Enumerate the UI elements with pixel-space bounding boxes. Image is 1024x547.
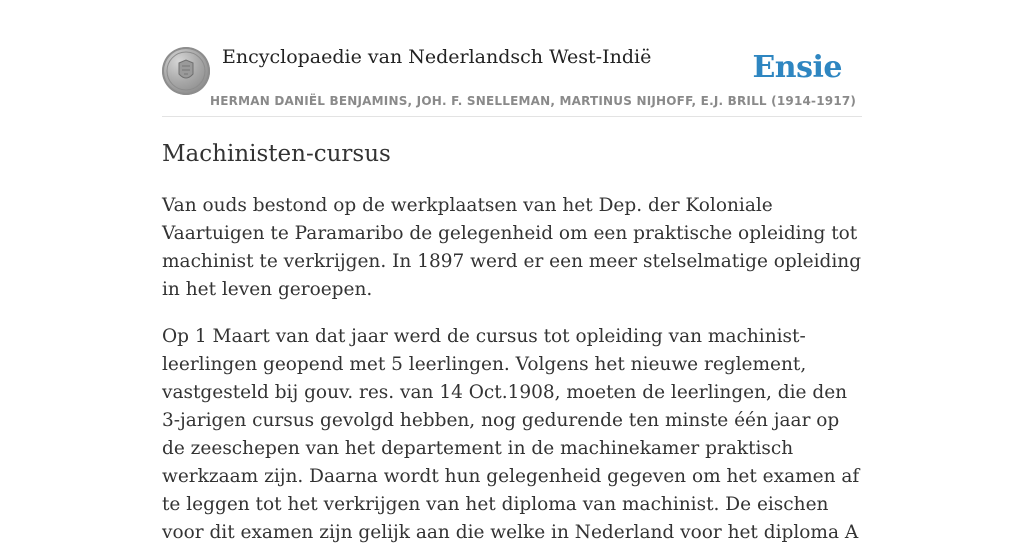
article-title: Machinisten-cursus	[162, 141, 391, 167]
paragraph-2: Op 1 Maart van dat jaar werd de cursus tot opleiding van machinist-leerlingen geopend met 5 leerlingen. Volgens het nieuwe reglement, vastgesteld bij gouv. res. van 14 Oct.1908, moeten de leerlingen, die den 3-jarigen cursus gevolgd hebben, nog gedurende ten minste één jaar op de zeeschepen van het departement in de machinekamer praktisch werkzaam zijn. Daarna wordt hun gelegenheid gegeven om het examen af te leggen tot het verkrijgen van het diploma van machinist. De eischen voor dit examen zijn gelijk aan die welke in Nederland voor het diploma A	[162, 326, 860, 543]
page	[162, 0, 862, 543]
book-title[interactable]: Encyclopaedie van Nederlandsch West-Indië	[222, 46, 652, 68]
paragraph-1: Van ouds bestond op de werkplaatsen van het Dep. der Koloniale Vaartuigen te Paramaribo de gelegenheid om een praktische opleiding tot machinist te verkrijgen. In 1897 werd er een meer stelselmatige opleiding in het leven geroepen.	[162, 195, 862, 300]
coin-icon[interactable]	[162, 47, 210, 95]
brand-logo[interactable]: Ensie	[752, 50, 842, 85]
header	[162, 0, 862, 117]
authors-line: HERMAN DANIËL BENJAMINS, JOH. F. SNELLEMAN, MARTINUS NIJHOFF, E.J. BRILL (1914-1917)	[210, 94, 857, 108]
